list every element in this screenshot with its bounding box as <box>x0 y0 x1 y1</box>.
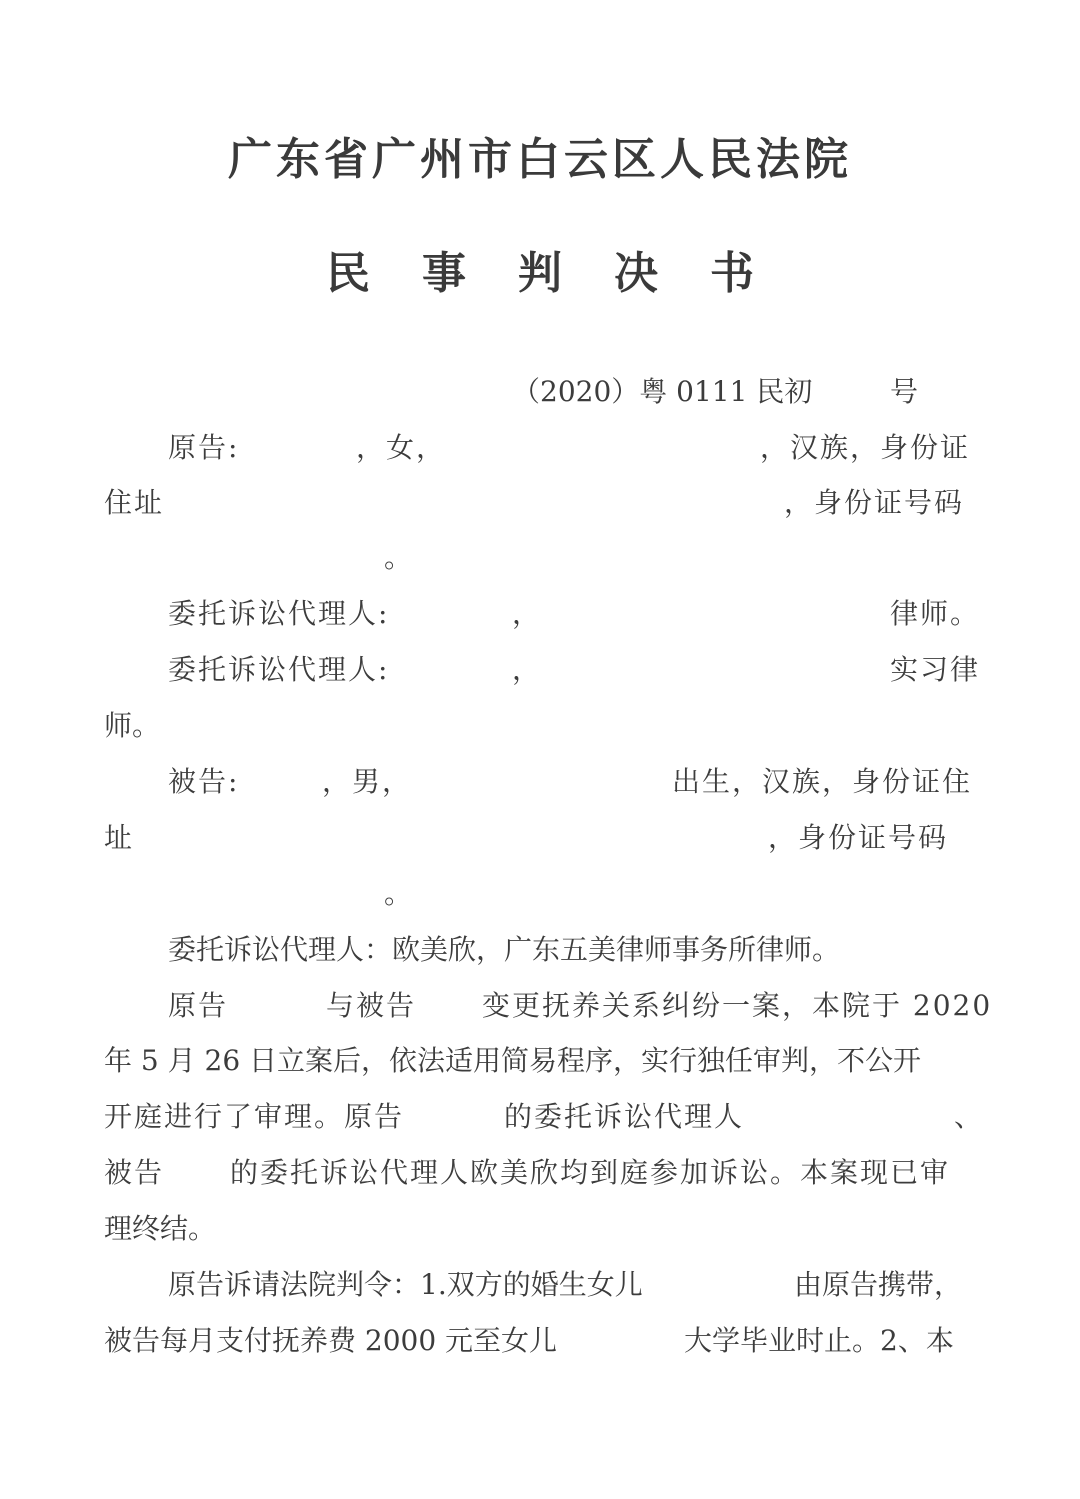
para1-case: 变更抚养关系纠纷一案，本院于 2020 <box>482 989 993 1022</box>
plaintiff-end-mark: 。 <box>384 541 413 574</box>
para2-claims: 原告诉请法院判令：1.双方的婚生女儿 <box>168 1268 643 1301</box>
para1-concluded: 理终结。 <box>104 1212 217 1245</box>
para2-line-2 <box>104 1321 984 1361</box>
agent-2-title: 实习律 <box>890 653 981 686</box>
agent-2-title-cont: 师。 <box>104 709 161 742</box>
case-number: （2020）粤 0111 民初 <box>512 375 813 408</box>
plaintiff-id-number-label: ，身份证号码 <box>784 486 965 519</box>
plaintiff-address-label: 住址 <box>104 486 165 519</box>
defendant-end-mark: 。 <box>384 877 413 910</box>
para1-plaintiff: 原告 <box>168 989 229 1022</box>
para2-until: 大学毕业时止。2、本 <box>684 1324 954 1357</box>
agent-2-label: 委托诉讼代理人: <box>168 653 390 686</box>
plaintiff-line-1 <box>104 428 984 468</box>
para2-support: 被告每月支付抚养费 2000 元至女儿 <box>104 1324 558 1357</box>
agent-line-1 <box>104 594 984 634</box>
defendant-line-2 <box>104 818 984 858</box>
court-name: 广东省广州市白云区人民法院 <box>228 134 852 185</box>
plaintiff-line-2 <box>104 483 984 523</box>
plaintiff-ethnic-id: ，汉族，身份证 <box>760 431 971 464</box>
defendant-line-3 <box>104 874 984 914</box>
case-number-suffix: 号 <box>890 375 919 408</box>
para1-dunhao: 、 <box>954 1100 985 1133</box>
plaintiff-gender: ，女， <box>356 431 447 464</box>
para1-attendance: 的委托诉讼代理人欧美欣均到庭参加诉讼。本案现已审 <box>230 1156 951 1189</box>
document-type-title: 民事判决书 <box>326 248 806 299</box>
case-number-line <box>104 372 984 412</box>
para1-line-3 <box>104 1097 984 1137</box>
para1-defendant: 与被告 <box>326 989 417 1022</box>
defendant-id-number-label: ，身份证号码 <box>768 821 949 854</box>
defendant-line-1 <box>104 762 984 802</box>
defendant-label: 被告: <box>168 765 240 798</box>
para2-line-1 <box>104 1265 984 1305</box>
agent-line-2 <box>104 650 984 690</box>
defendant-agent-line <box>104 930 984 970</box>
agent-2-sep: ， <box>512 653 543 686</box>
plaintiff-label: 原告: <box>168 431 240 464</box>
para1-line-5 <box>104 1209 984 1249</box>
agent-1-sep: ， <box>512 597 543 630</box>
para1-agent: 的委托诉讼代理人 <box>504 1100 745 1133</box>
para1-line-1 <box>104 986 993 1026</box>
agent-1-label: 委托诉讼代理人: <box>168 597 390 630</box>
para1-line-4 <box>104 1153 984 1193</box>
agent-1-title: 律师。 <box>890 597 981 630</box>
para2-custody: 由原告携带， <box>794 1268 963 1301</box>
plaintiff-line-3 <box>104 538 984 578</box>
defendant-agent: 委托诉讼代理人：欧美欣，广东五美律师事务所律师。 <box>168 933 841 966</box>
defendant-gender: ，男， <box>322 765 413 798</box>
para1-line-2 <box>104 1041 984 1081</box>
para1-hearing: 开庭进行了审理。原告 <box>104 1100 405 1133</box>
para1-filing: 年 5 月 26 日立案后，依法适用简易程序，实行独任审判，不公开 <box>104 1044 922 1077</box>
para1-defendant-2: 被告 <box>104 1156 165 1189</box>
agent-line-2-cont <box>104 706 984 746</box>
defendant-birth-ethnic-id: 出生，汉族，身份证住 <box>672 765 973 798</box>
defendant-address-label: 址 <box>104 821 135 854</box>
